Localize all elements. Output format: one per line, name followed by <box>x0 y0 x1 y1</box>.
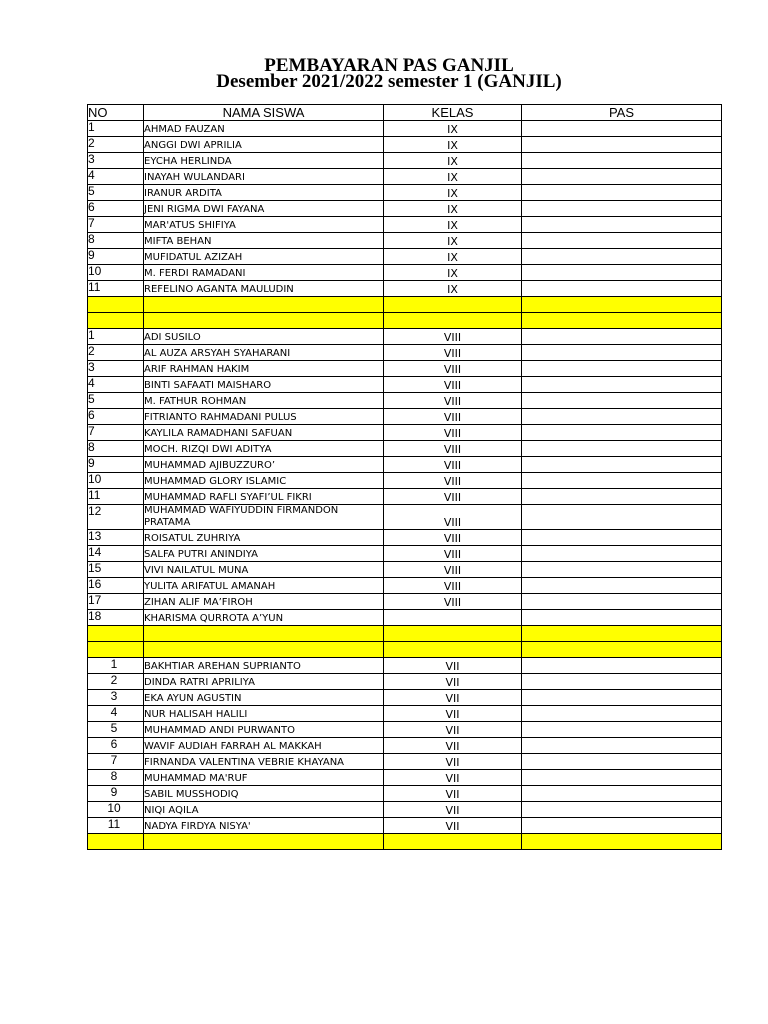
student-kelas: VIII <box>384 361 522 377</box>
table-row <box>88 578 722 594</box>
student-kelas: IX <box>384 249 522 265</box>
separator-row <box>88 297 722 313</box>
student-no: 11 <box>88 489 144 505</box>
student-kelas: VIII <box>384 457 522 473</box>
student-kelas: VIII <box>384 345 522 361</box>
student-no: 7 <box>88 217 144 233</box>
student-pas <box>522 361 722 377</box>
student-name: DINDA RATRI APRILIYA <box>144 674 384 690</box>
separator-row <box>88 313 722 329</box>
student-name: MIFTA BEHAN <box>144 233 384 249</box>
student-kelas: IX <box>384 185 522 201</box>
student-kelas: IX <box>384 265 522 281</box>
student-name: SABIL MUSSHODIQ <box>144 786 384 802</box>
student-kelas: IX <box>384 201 522 217</box>
student-pas <box>522 425 722 441</box>
student-pas <box>522 690 722 706</box>
student-kelas: VII <box>384 674 522 690</box>
student-name: MUHAMMAD ANDI PURWANTO <box>144 722 384 738</box>
student-pas <box>522 153 722 169</box>
student-name: ARIF RAHMAN HAKIM <box>144 361 384 377</box>
separator-cell <box>144 313 384 329</box>
student-no: 9 <box>88 249 144 265</box>
student-name: MUHAMMAD GLORY ISLAMIC <box>144 473 384 489</box>
separator-cell <box>88 626 144 642</box>
student-name: INAYAH WULANDARI <box>144 169 384 185</box>
student-pas <box>522 738 722 754</box>
student-pas <box>522 546 722 562</box>
student-no: 5 <box>88 722 144 738</box>
student-no: 3 <box>88 361 144 377</box>
student-kelas: VIII <box>384 530 522 546</box>
table-row <box>88 409 722 425</box>
student-pas <box>522 233 722 249</box>
student-name: JENI RIGMA DWI FAYANA <box>144 201 384 217</box>
student-pas <box>522 409 722 425</box>
student-name: M. FERDI RAMADANI <box>144 265 384 281</box>
separator-row <box>88 834 722 850</box>
table-row <box>88 658 722 674</box>
student-kelas: VIII <box>384 473 522 489</box>
student-pas <box>522 706 722 722</box>
student-no: 6 <box>88 738 144 754</box>
student-no: 7 <box>88 425 144 441</box>
student-pas <box>522 441 722 457</box>
student-pas <box>522 393 722 409</box>
student-no: 8 <box>88 233 144 249</box>
student-kelas: VII <box>384 690 522 706</box>
table-row <box>88 690 722 706</box>
student-name: AHMAD FAUZAN <box>144 121 384 137</box>
table-row <box>88 121 722 137</box>
student-no: 3 <box>88 690 144 706</box>
student-name: EYCHA HERLINDA <box>144 153 384 169</box>
separator-cell <box>522 297 722 313</box>
student-no: 2 <box>88 345 144 361</box>
student-kelas: IX <box>384 217 522 233</box>
student-no: 7 <box>88 754 144 770</box>
student-name: MUHAMMAD WAFIYUDDIN FIRMANDON PRATAMA <box>144 505 384 530</box>
table-row <box>88 425 722 441</box>
table-row <box>88 489 722 505</box>
table-row <box>88 185 722 201</box>
student-kelas: VIII <box>384 562 522 578</box>
separator-cell <box>144 626 384 642</box>
student-no: 5 <box>88 185 144 201</box>
student-pas <box>522 594 722 610</box>
student-no: 6 <box>88 201 144 217</box>
student-no: 4 <box>88 706 144 722</box>
student-kelas: VII <box>384 738 522 754</box>
table-row <box>88 722 722 738</box>
table-row <box>88 594 722 610</box>
table-row <box>88 249 722 265</box>
student-pas <box>522 610 722 626</box>
student-no: 14 <box>88 546 144 562</box>
student-name: ZIHAN ALIF MA’FIROH <box>144 594 384 610</box>
student-name: M. FATHUR ROHMAN <box>144 393 384 409</box>
student-kelas: VII <box>384 818 522 834</box>
student-no: 13 <box>88 530 144 546</box>
student-name: MUHAMMAD AJIBUZZURO’ <box>144 457 384 473</box>
student-pas <box>522 281 722 297</box>
student-no: 10 <box>88 265 144 281</box>
student-pas <box>522 457 722 473</box>
separator-cell <box>384 834 522 850</box>
student-kelas: VII <box>384 786 522 802</box>
student-pas <box>522 473 722 489</box>
student-no: 9 <box>88 786 144 802</box>
student-kelas: VII <box>384 722 522 738</box>
student-name: NUR HALISAH HALILI <box>144 706 384 722</box>
student-no: 5 <box>88 393 144 409</box>
table-row <box>88 393 722 409</box>
student-pas <box>522 217 722 233</box>
student-kelas: VIII <box>384 425 522 441</box>
student-no: 9 <box>88 457 144 473</box>
page-title: PEMBAYARAN PAS GANJIL <box>264 55 514 76</box>
student-name: FIRNANDA VALENTINA VEBRIE KHAYANA <box>144 754 384 770</box>
separator-cell <box>88 297 144 313</box>
student-no: 4 <box>88 169 144 185</box>
student-name: NIQI AQILA <box>144 802 384 818</box>
student-pas <box>522 722 722 738</box>
student-pas <box>522 802 722 818</box>
separator-cell <box>522 626 722 642</box>
table-row <box>88 674 722 690</box>
table-row <box>88 217 722 233</box>
student-no: 15 <box>88 562 144 578</box>
table-row <box>88 786 722 802</box>
separator-cell <box>522 834 722 850</box>
separator-cell <box>144 834 384 850</box>
student-kelas: VIII <box>384 489 522 505</box>
header-no: NO <box>88 105 144 121</box>
student-kelas: IX <box>384 137 522 153</box>
student-pas <box>522 562 722 578</box>
student-no: 2 <box>88 137 144 153</box>
student-pas <box>522 754 722 770</box>
student-pas <box>522 121 722 137</box>
student-kelas: IX <box>384 153 522 169</box>
student-name: REFELINO AGANTA MAULUDIN <box>144 281 384 297</box>
separator-cell <box>144 642 384 658</box>
payment-table <box>87 104 722 850</box>
student-pas <box>522 530 722 546</box>
student-kelas: IX <box>384 281 522 297</box>
student-pas <box>522 578 722 594</box>
table-row <box>88 233 722 249</box>
student-kelas: VIII <box>384 578 522 594</box>
student-pas <box>522 505 722 530</box>
header-pas: PAS <box>522 105 722 121</box>
table-row <box>88 754 722 770</box>
table-row <box>88 818 722 834</box>
student-name: ANGGI DWI APRILIA <box>144 137 384 153</box>
student-no: 8 <box>88 441 144 457</box>
student-no: 17 <box>88 594 144 610</box>
student-no: 3 <box>88 153 144 169</box>
table-row <box>88 562 722 578</box>
student-kelas: VIII <box>384 546 522 562</box>
table-row <box>88 770 722 786</box>
table-row <box>88 201 722 217</box>
student-name: BINTI SAFAATI MAISHARO <box>144 377 384 393</box>
student-name: BAKHTIAR AREHAN SUPRIANTO <box>144 658 384 674</box>
student-no: 4 <box>88 377 144 393</box>
student-name: MAR'ATUS SHIFIYA <box>144 217 384 233</box>
student-kelas: VII <box>384 754 522 770</box>
student-no: 11 <box>88 281 144 297</box>
table-row <box>88 169 722 185</box>
table-row <box>88 441 722 457</box>
separator-cell <box>88 313 144 329</box>
student-no: 6 <box>88 409 144 425</box>
student-pas <box>522 185 722 201</box>
student-pas <box>522 818 722 834</box>
student-no: 1 <box>88 329 144 345</box>
student-kelas: VIII <box>384 393 522 409</box>
separator-cell <box>384 297 522 313</box>
student-no: 2 <box>88 674 144 690</box>
student-no: 16 <box>88 578 144 594</box>
student-pas <box>522 169 722 185</box>
student-name: IRANUR ARDITA <box>144 185 384 201</box>
student-kelas: IX <box>384 233 522 249</box>
student-no: 1 <box>88 121 144 137</box>
student-kelas: VIII <box>384 409 522 425</box>
student-kelas: VIII <box>384 329 522 345</box>
student-no: 8 <box>88 770 144 786</box>
student-pas <box>522 201 722 217</box>
student-pas <box>522 489 722 505</box>
student-kelas: VII <box>384 706 522 722</box>
student-no: 12 <box>88 505 144 530</box>
student-kelas: VII <box>384 770 522 786</box>
student-no: 11 <box>88 818 144 834</box>
student-no: 18 <box>88 610 144 626</box>
table-row <box>88 610 722 626</box>
student-pas <box>522 345 722 361</box>
table-row <box>88 281 722 297</box>
student-no: 1 <box>88 658 144 674</box>
student-kelas: VIII <box>384 377 522 393</box>
student-pas <box>522 674 722 690</box>
student-kelas: VII <box>384 658 522 674</box>
separator-cell <box>88 834 144 850</box>
separator-row <box>88 642 722 658</box>
table-row <box>88 738 722 754</box>
separator-cell <box>88 642 144 658</box>
student-name: MUFIDATUL AZIZAH <box>144 249 384 265</box>
table-row <box>88 377 722 393</box>
student-pas <box>522 377 722 393</box>
separator-cell <box>522 313 722 329</box>
student-name: MUHAMMAD RAFLI SYAFI’UL FIKRI <box>144 489 384 505</box>
student-pas <box>522 249 722 265</box>
student-kelas: IX <box>384 121 522 137</box>
separator-row <box>88 626 722 642</box>
separator-cell <box>144 297 384 313</box>
table-row <box>88 457 722 473</box>
student-name: KAYLILA RAMADHANI SAFUAN <box>144 425 384 441</box>
student-name: VIVI NAILATUL MUNA <box>144 562 384 578</box>
student-name: YULITA ARIFATUL AMANAH <box>144 578 384 594</box>
student-no: 10 <box>88 802 144 818</box>
student-pas <box>522 329 722 345</box>
student-name: MUHAMMAD MA'RUF <box>144 770 384 786</box>
student-kelas: VIII <box>384 594 522 610</box>
header-name: NAMA SISWA <box>144 105 384 121</box>
table-row <box>88 473 722 489</box>
table-body <box>88 121 722 850</box>
separator-cell <box>384 626 522 642</box>
student-kelas: VIII <box>384 505 522 530</box>
student-name: EKA AYUN AGUSTIN <box>144 690 384 706</box>
student-name: FITRIANTO RAHMADANI PULUS <box>144 409 384 425</box>
page-subtitle: Desember 2021/2022 semester 1 (GANJIL) <box>216 71 562 92</box>
header-row <box>88 105 722 121</box>
student-name: NADYA FIRDYA NISYA' <box>144 818 384 834</box>
table-row <box>88 546 722 562</box>
student-kelas: IX <box>384 169 522 185</box>
student-kelas: VII <box>384 802 522 818</box>
separator-cell <box>522 642 722 658</box>
separator-cell <box>384 642 522 658</box>
table-row <box>88 345 722 361</box>
student-kelas: VIII <box>384 441 522 457</box>
student-kelas <box>384 610 522 626</box>
table-row <box>88 706 722 722</box>
student-name: ROISATUL ZUHRIYA <box>144 530 384 546</box>
student-name: KHARISMA QURROTA A’YUN <box>144 610 384 626</box>
table-row <box>88 802 722 818</box>
header-kelas: KELAS <box>384 105 522 121</box>
table-row <box>88 153 722 169</box>
separator-cell <box>384 313 522 329</box>
table-row <box>88 265 722 281</box>
student-pas <box>522 786 722 802</box>
student-name: ADI SUSILO <box>144 329 384 345</box>
student-pas <box>522 770 722 786</box>
table-row <box>88 137 722 153</box>
student-no: 10 <box>88 473 144 489</box>
student-name: MOCH. RIZQI DWI ADITYA <box>144 441 384 457</box>
student-pas <box>522 658 722 674</box>
student-pas <box>522 265 722 281</box>
student-name: SALFA PUTRI ANINDIYA <box>144 546 384 562</box>
student-name: WAVIF AUDIAH FARRAH AL MAKKAH <box>144 738 384 754</box>
table-row <box>88 329 722 345</box>
student-pas <box>522 137 722 153</box>
table-row <box>88 530 722 546</box>
table-row <box>88 361 722 377</box>
student-name: AL AUZA ARSYAH SYAHARANI <box>144 345 384 361</box>
table-row <box>88 505 722 530</box>
